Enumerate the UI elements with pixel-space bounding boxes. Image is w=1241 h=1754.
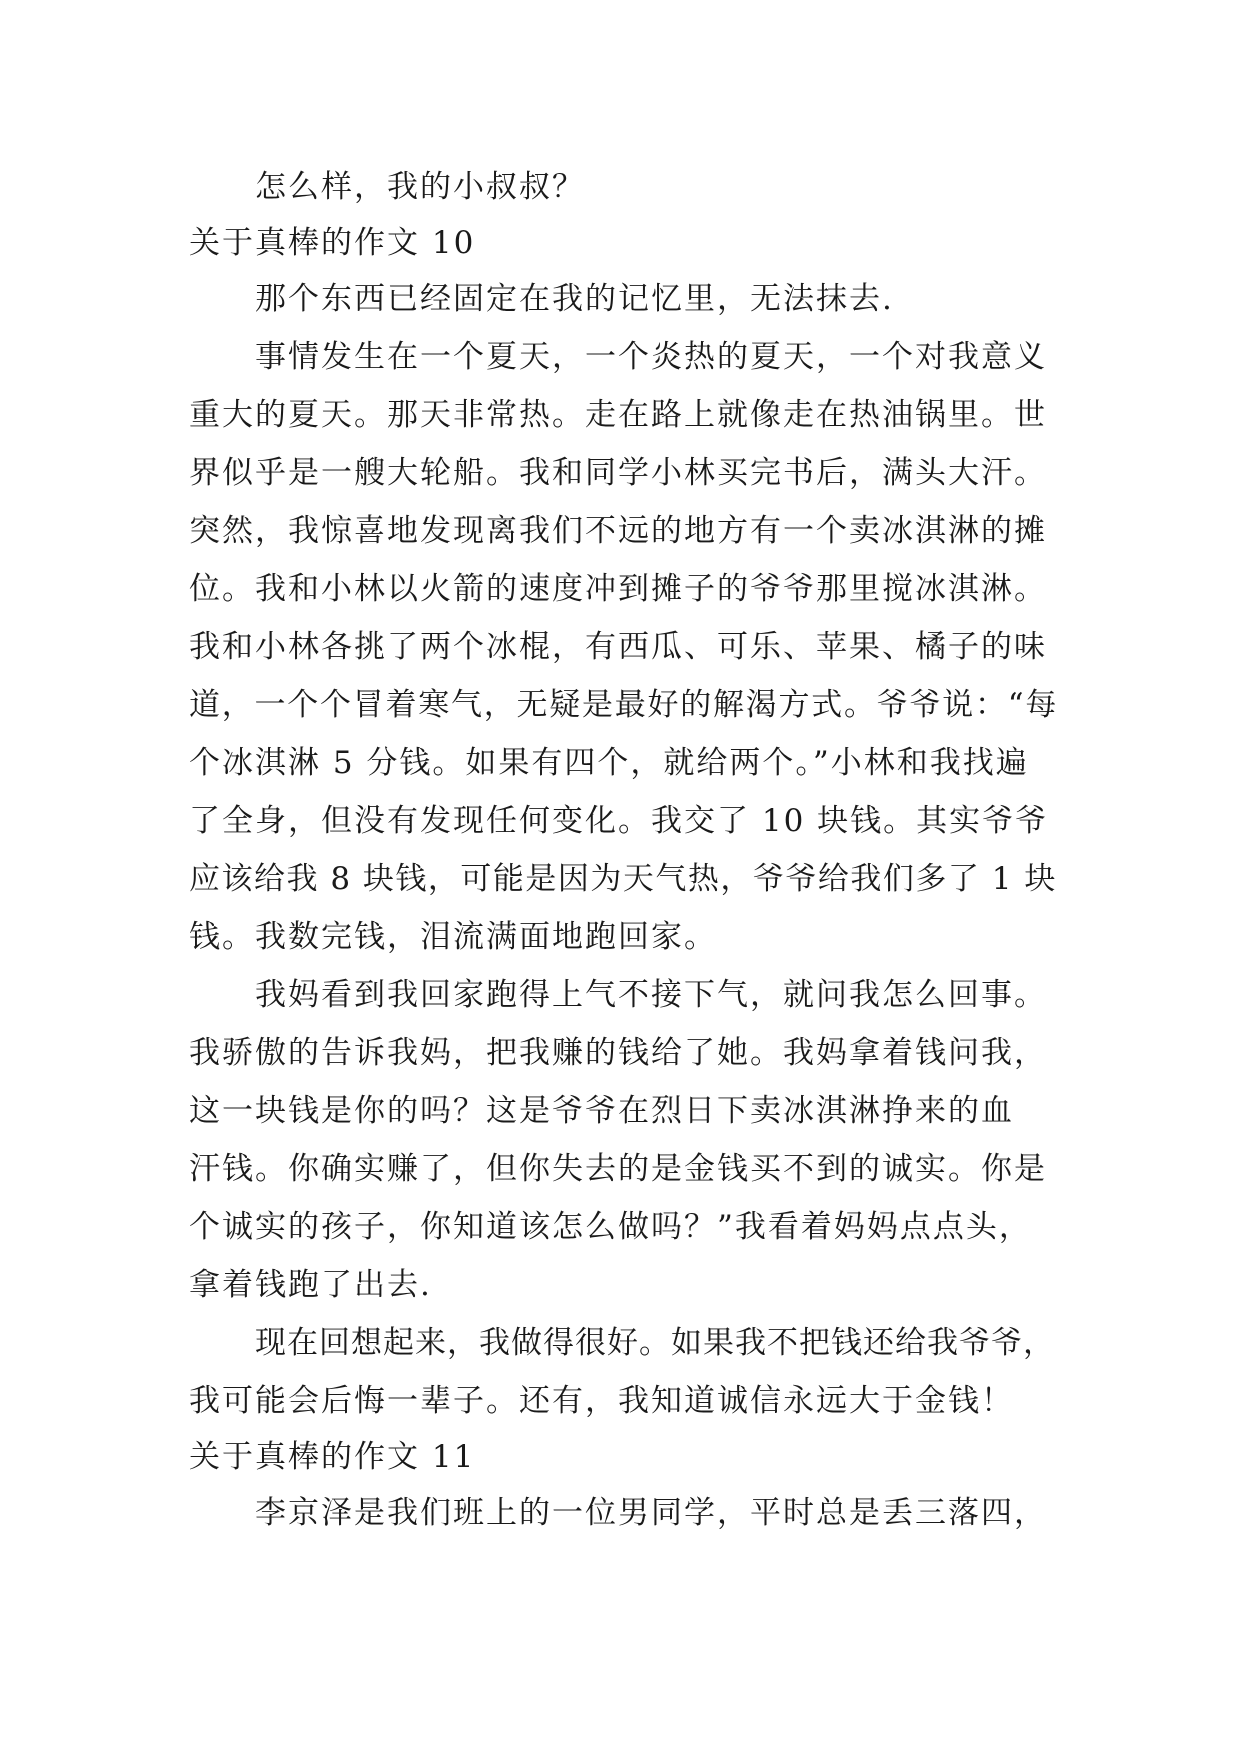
paragraph-line: 拿着钱跑了出去.: [189, 1267, 432, 1303]
paragraph-line: 重大的夏天。那天非常热。走在路上就像走在热油锅里。世: [189, 397, 1047, 433]
paragraph-line: 个诚实的孩子，你知道该怎么做吗？”我看着妈妈点点头，: [189, 1209, 1032, 1245]
paragraph-line: 汗钱。你确实赚了，但你失去的是金钱买不到的诚实。你是: [189, 1151, 1047, 1187]
paragraph-line: 位。我和小林以火箭的速度冲到摊子的爷爷那里搅冰淇淋。: [189, 571, 1047, 607]
paragraph-line: 李京泽是我们班上的一位男同学，平时总是丢三落四，: [255, 1495, 1047, 1531]
paragraph-line: 道，一个个冒着寒气，无疑是最好的解渴方式。爷爷说：“每: [189, 687, 1059, 723]
essay-heading: 关于真棒的作文 11: [189, 1439, 476, 1475]
paragraph-line: 我和小林各挑了两个冰棍，有西瓜、可乐、苹果、橘子的味: [189, 629, 1047, 665]
paragraph-line: 怎么样，我的小叔叔？: [255, 169, 585, 205]
paragraph-line: 这一块钱是你的吗？这是爷爷在烈日下卖冰淇淋挣来的血: [189, 1093, 1014, 1129]
paragraph-line: 界似乎是一艘大轮船。我和同学小林买完书后，满头大汗。: [189, 455, 1047, 491]
paragraph-line: 了全身，但没有发现任何变化。我交了 10 块钱。其实爷爷: [189, 803, 1049, 839]
paragraph-line: 钱。我数完钱，泪流满面地跑回家。: [189, 919, 717, 955]
paragraph-line: 应该给我 8 块钱，可能是因为天气热，爷爷给我们多了 1 块: [189, 861, 1057, 897]
paragraph-line: 事情发生在一个夏天，一个炎热的夏天，一个对我意义: [255, 339, 1047, 375]
paragraph-line: 现在回想起来，我做得很好。如果我不把钱还给我爷爷，: [255, 1325, 1055, 1361]
document-page: [189, 158, 1059, 1542]
essay-heading: 关于真棒的作文 10: [189, 225, 476, 261]
paragraph-line: 突然，我惊喜地发现离我们不远的地方有一个卖冰淇淋的摊: [189, 513, 1047, 549]
paragraph-line: 我骄傲的告诉我妈，把我赚的钱给了她。我妈拿着钱问我，: [189, 1035, 1047, 1071]
paragraph-line: 我妈看到我回家跑得上气不接下气，就问我怎么回事。: [255, 977, 1047, 1013]
paragraph-line: 那个东西已经固定在我的记忆里，无法抹去.: [255, 281, 894, 317]
paragraph-line: 个冰淇淋 5 分钱。如果有四个，就给两个。”小林和我找遍: [189, 745, 1029, 781]
paragraph-line: 我可能会后悔一辈子。还有，我知道诚信永远大于金钱！: [189, 1383, 1014, 1419]
